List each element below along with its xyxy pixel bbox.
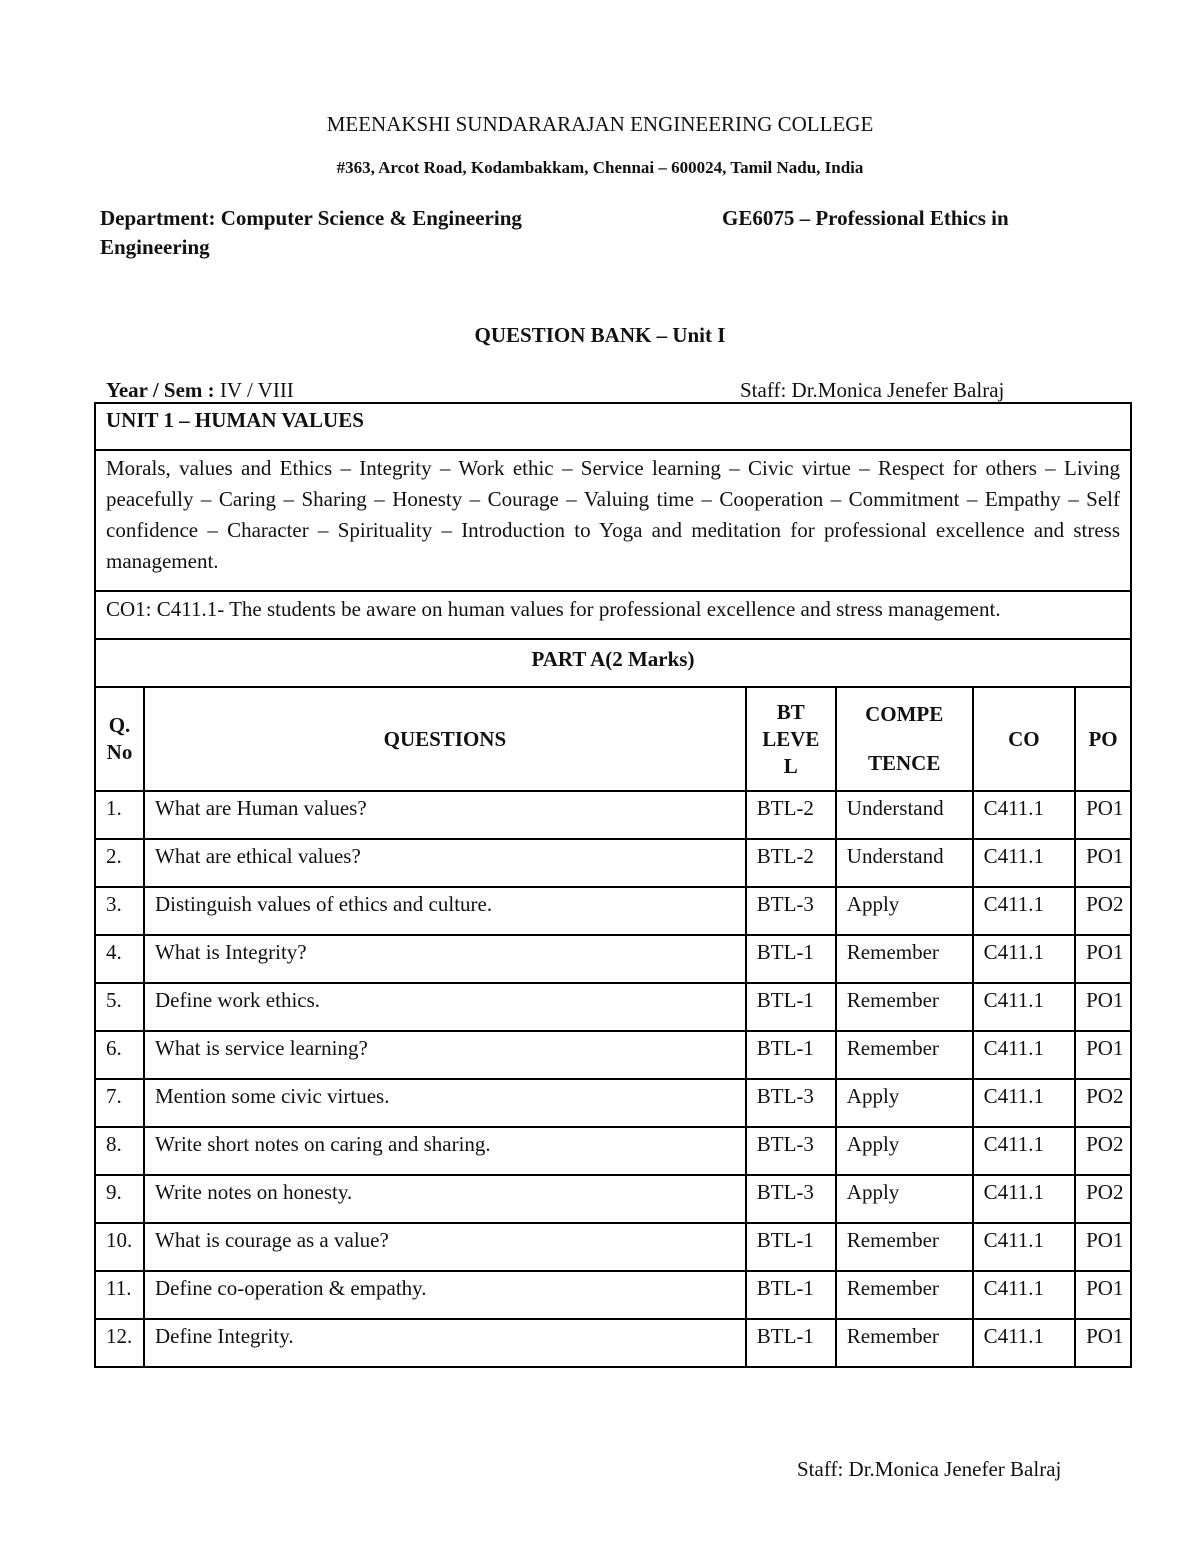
course-title-continued: Engineering — [100, 235, 210, 259]
cell-question: Define work ethics. — [144, 983, 746, 1031]
cell-bt-level: BTL-3 — [746, 1079, 836, 1127]
cell-question: Write short notes on caring and sharing. — [144, 1127, 746, 1175]
cell-co: C411.1 — [973, 935, 1076, 983]
cell-competence: Remember — [836, 1031, 973, 1079]
cell-co: C411.1 — [973, 1031, 1076, 1079]
table-row — [95, 983, 1131, 1031]
table-header-row — [95, 687, 1131, 791]
cell-competence: Apply — [836, 1127, 973, 1175]
cell-po: PO1 — [1075, 1031, 1131, 1079]
cell-co: C411.1 — [973, 1271, 1076, 1319]
year-sem-value: IV / VIII — [214, 378, 294, 402]
header-competence: COMPE TENCE — [836, 687, 973, 791]
year-sem-label: Year / Sem : — [106, 378, 215, 402]
cell-po: PO1 — [1075, 1223, 1131, 1271]
cell-po: PO1 — [1075, 839, 1131, 887]
cell-question: Mention some civic virtues. — [144, 1079, 746, 1127]
cell-bt-level: BTL-2 — [746, 839, 836, 887]
cell-competence: Remember — [836, 1271, 973, 1319]
cell-po: PO1 — [1075, 983, 1131, 1031]
cell-competence: Remember — [836, 935, 973, 983]
cell-question: Write notes on honesty. — [144, 1175, 746, 1223]
cell-po: PO1 — [1075, 791, 1131, 839]
cell-co: C411.1 — [973, 839, 1076, 887]
cell-co: C411.1 — [973, 887, 1076, 935]
question-table — [94, 686, 1132, 1368]
page-title: QUESTION BANK – Unit I — [474, 323, 726, 347]
table-row — [95, 1175, 1131, 1223]
cell-co: C411.1 — [973, 1079, 1076, 1127]
cell-competence: Remember — [836, 1319, 973, 1367]
cell-question: What are ethical values? — [144, 839, 746, 887]
cell-bt-level: BTL-1 — [746, 1223, 836, 1271]
cell-question: Distinguish values of ethics and culture. — [144, 887, 746, 935]
table-row — [95, 1319, 1131, 1367]
cell-co: C411.1 — [973, 1319, 1076, 1367]
cell-qno: 4. — [95, 935, 144, 983]
table-row — [95, 1031, 1131, 1079]
cell-question: Define Integrity. — [144, 1319, 746, 1367]
cell-qno: 2. — [95, 839, 144, 887]
cell-question: What is Integrity? — [144, 935, 746, 983]
cell-qno: 3. — [95, 887, 144, 935]
cell-question: What is service learning? — [144, 1031, 746, 1079]
unit-title: UNIT 1 – HUMAN VALUES — [94, 402, 1132, 451]
cell-competence: Apply — [836, 1175, 973, 1223]
cell-po: PO2 — [1075, 1175, 1131, 1223]
table-row — [95, 1271, 1131, 1319]
cell-competence: Understand — [836, 791, 973, 839]
cell-qno: 11. — [95, 1271, 144, 1319]
cell-bt-level: BTL-3 — [746, 1127, 836, 1175]
staff-name-header: Staff: Dr.Monica Jenefer Balraj — [740, 378, 1005, 402]
header-qno: Q. No — [95, 687, 144, 791]
table-row — [95, 887, 1131, 935]
table-row — [95, 935, 1131, 983]
cell-bt-level: BTL-1 — [746, 935, 836, 983]
cell-competence: Remember — [836, 983, 973, 1031]
college-name: MEENAKSHI SUNDARARAJAN ENGINEERING COLLEGE — [326, 112, 874, 136]
table-row — [95, 1223, 1131, 1271]
cell-co: C411.1 — [973, 791, 1076, 839]
cell-po: PO2 — [1075, 1079, 1131, 1127]
cell-po: PO1 — [1075, 1271, 1131, 1319]
cell-competence: Understand — [836, 839, 973, 887]
department-label: Department: Computer Science & Engineering — [100, 206, 522, 230]
cell-po: PO1 — [1075, 935, 1131, 983]
cell-bt-level: BTL-1 — [746, 1319, 836, 1367]
cell-qno: 10. — [95, 1223, 144, 1271]
cell-bt-level: BTL-1 — [746, 983, 836, 1031]
table-row — [95, 1079, 1131, 1127]
staff-name-footer: Staff: Dr.Monica Jenefer Balraj — [797, 1457, 1062, 1481]
course-outcome: CO1: C411.1- The students be aware on human values for professional excellence and stress management. — [94, 590, 1132, 640]
cell-competence: Apply — [836, 887, 973, 935]
cell-qno: 8. — [95, 1127, 144, 1175]
table-row — [95, 791, 1131, 839]
cell-question: What is courage as a value? — [144, 1223, 746, 1271]
cell-bt-level: BTL-2 — [746, 791, 836, 839]
cell-bt-level: BTL-1 — [746, 1271, 836, 1319]
cell-qno: 5. — [95, 983, 144, 1031]
cell-competence: Apply — [836, 1079, 973, 1127]
header-co: CO — [973, 687, 1076, 791]
table-row — [95, 1127, 1131, 1175]
cell-po: PO2 — [1075, 887, 1131, 935]
college-address: #363, Arcot Road, Kodambakkam, Chennai – 600024, Tamil Nadu, India — [336, 158, 864, 177]
header-bt-level: BT LEVE L — [746, 687, 836, 791]
cell-qno: 9. — [95, 1175, 144, 1223]
cell-question: Define co-operation & empathy. — [144, 1271, 746, 1319]
cell-co: C411.1 — [973, 1223, 1076, 1271]
cell-qno: 6. — [95, 1031, 144, 1079]
header-questions: QUESTIONS — [144, 687, 746, 791]
part-a-heading: PART A(2 Marks) — [94, 638, 1132, 688]
cell-co: C411.1 — [973, 983, 1076, 1031]
header-po: PO — [1075, 687, 1131, 791]
cell-question: What are Human values? — [144, 791, 746, 839]
cell-co: C411.1 — [973, 1127, 1076, 1175]
cell-qno: 7. — [95, 1079, 144, 1127]
cell-bt-level: BTL-3 — [746, 1175, 836, 1223]
cell-qno: 1. — [95, 791, 144, 839]
cell-bt-level: BTL-1 — [746, 1031, 836, 1079]
cell-po: PO2 — [1075, 1127, 1131, 1175]
table-row — [95, 839, 1131, 887]
cell-qno: 12. — [95, 1319, 144, 1367]
cell-po: PO1 — [1075, 1319, 1131, 1367]
cell-bt-level: BTL-3 — [746, 887, 836, 935]
unit-syllabus: Morals, values and Ethics – Integrity – Work ethic – Service learning – Civic virtue – Respect for others – Living peacefully – Caring – Sharing – Honesty – Courage – Valuing time – Cooperation – Commitment – Empathy – Self confidence – Character – Spirituality – Introduction to Yoga and meditation for professional excellence and stress management. — [94, 449, 1132, 592]
year-sem — [106, 378, 294, 403]
course-title: GE6075 – Professional Ethics in — [722, 206, 1009, 230]
cell-co: C411.1 — [973, 1175, 1076, 1223]
cell-competence: Remember — [836, 1223, 973, 1271]
